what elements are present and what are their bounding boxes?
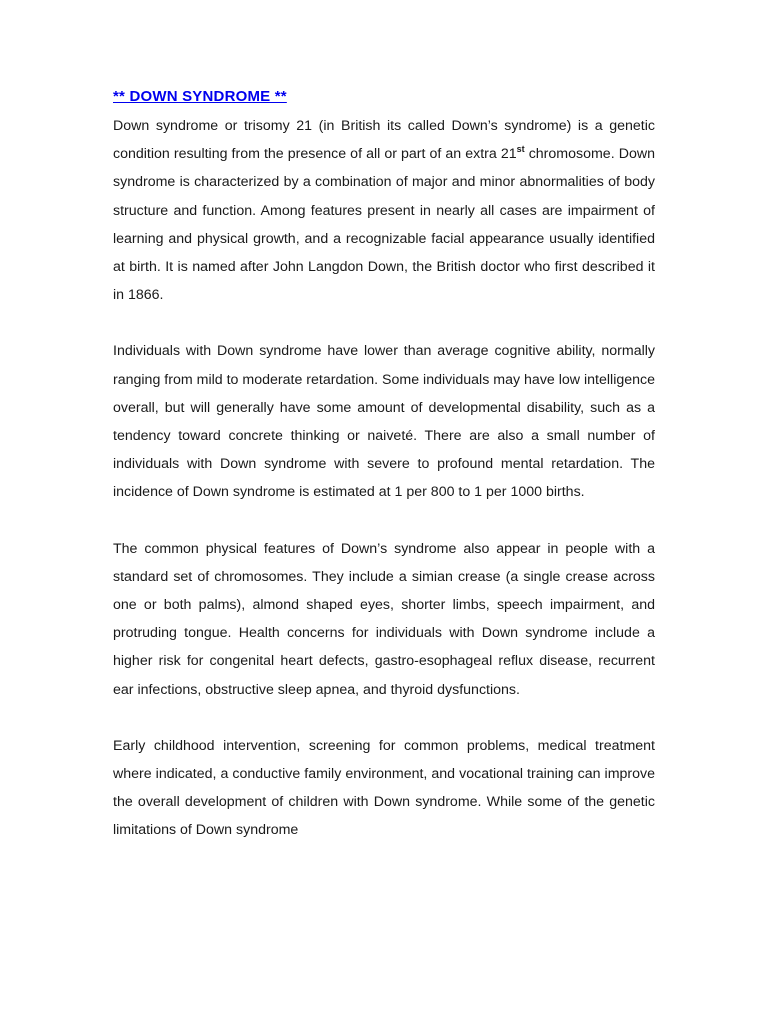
document-page: [113, 86, 655, 845]
paragraph-2: Individuals with Down syndrome have lower than average cognitive ability, normally ranging from mild to moderate retardation. Some individuals may have low intelligence overall, but will generally have some amount of developmental disability, such as a tendency toward concrete thinking or naiveté. There are also a small number of individuals with Down syndrome with severe to profound mental retardation. The incidence of Down syndrome is estimated at 1 per 800 to 1 per 1000 births.: [113, 343, 655, 501]
paragraph-4: Early childhood intervention, screening for common problems, medical treatment where indicated, a conductive family environment, and vocational training can improve the overall development of children with Down syndrome. While some of the genetic limitations of Down syndrome: [113, 737, 655, 839]
paragraph-1: [113, 112, 655, 309]
ordinal-superscript: st: [516, 144, 525, 155]
document-title: ** DOWN SYNDROME **: [113, 88, 287, 105]
paragraph-3: The common physical features of Down’s syndrome also appear in people with a standard set of chromosomes. They include a simian crease (a single crease across one or both palms), almond shaped eyes, shorter limbs, speech impairment, and protruding tongue. Health concerns for individuals with Down syndrome include a higher risk for congenital heart defects, gastro-esophageal reflux disease, recurrent ear infections, obstructive sleep apnea, and thyroid dysfunctions.: [113, 540, 655, 698]
paragraph-1-text-start: Down syndrome or trisomy 21 (in British its called Down’s syndrome) is a genetic condition resulting from the presence of all or part of an extra 21: [113, 118, 655, 163]
paragraph-1-text-end: chromosome. Down syndrome is characterized by a combination of major and minor abnormalities of body structure and function. Among features present in nearly all cases are impairment of learning and physical growth, and a recognizable facial appearance usually identified at birth. It is named after John Langdon Down, the British doctor who first described it in 1866.: [113, 146, 655, 304]
